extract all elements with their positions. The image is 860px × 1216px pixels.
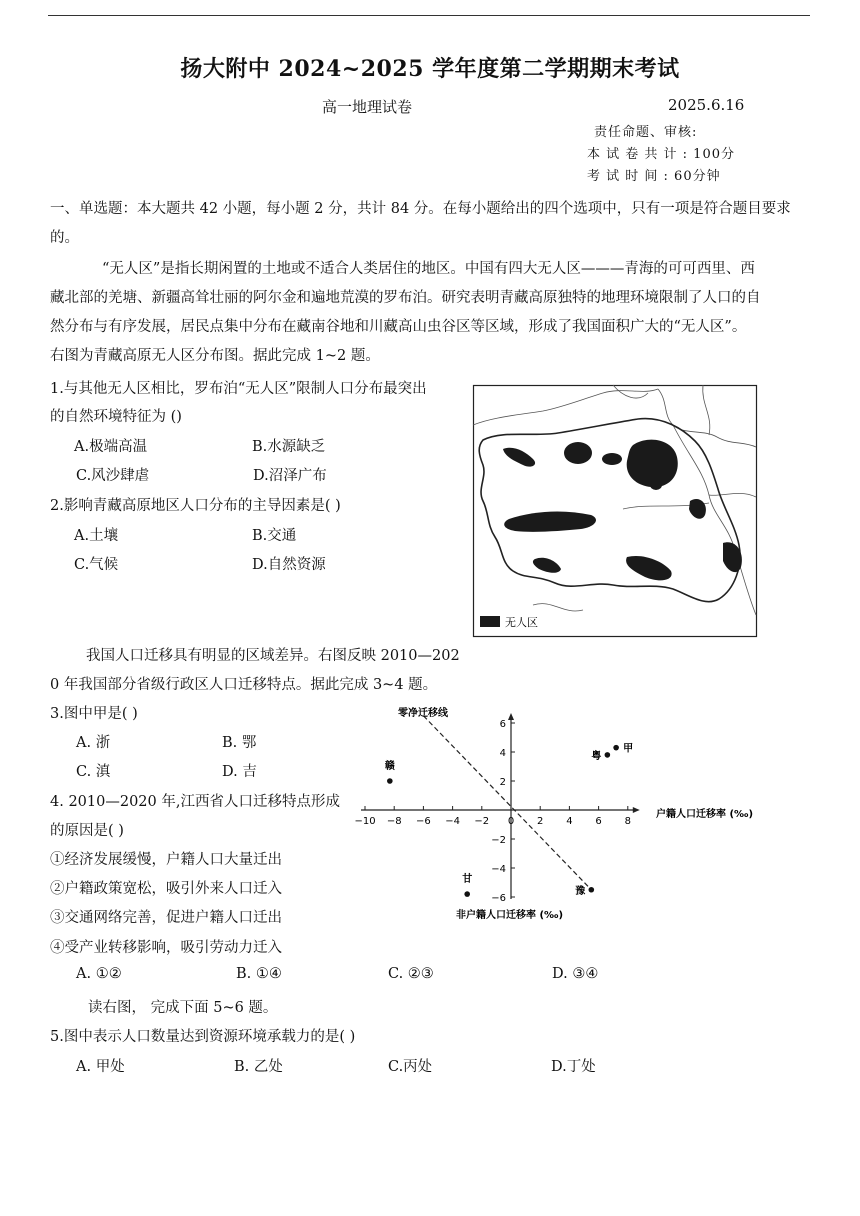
passage1-line3: 然分布与有序发展，居民点集中分布在藏南谷地和川藏高山虫谷区等区域，形成了我国面积广大的“无人区”。	[50, 319, 747, 335]
q4-option-a[interactable]: A. ①②	[76, 966, 122, 982]
exam-time-line: 考 试 时 间 : 60分钟	[587, 169, 721, 184]
x-tick-label: 0	[507, 816, 515, 827]
paper-subject: 高一地理试卷	[322, 98, 413, 116]
exam-date: 2025.6.16	[668, 96, 745, 114]
y-tick-label: 2	[499, 777, 506, 788]
responsible-line: 责任命题、审核:	[594, 125, 698, 140]
q5-option-d[interactable]: D.丁处	[551, 1059, 596, 1075]
q2-option-b[interactable]: B.交通	[252, 528, 297, 544]
q3-option-b[interactable]: B. 鄂	[222, 735, 257, 751]
data-point-label: 赣	[384, 761, 395, 772]
q4-statement-4: ④受产业转移影响，吸引劳动力迁入	[50, 940, 282, 956]
q5-stem: 5.图中表示人口数量达到资源环境承载力的是( )	[50, 1029, 356, 1045]
data-point	[387, 778, 393, 784]
x-tick-label: −4	[445, 816, 460, 827]
q2-option-d[interactable]: D.自然资源	[252, 557, 326, 573]
q3-option-d[interactable]: D. 吉	[222, 764, 257, 780]
legend-label: 无人区	[505, 616, 538, 629]
y-axis-arrow	[508, 713, 514, 720]
y-tick-label: 4	[499, 748, 506, 759]
section-instructions: 一、单选题：本大题共 42 小题，每小题 2 分，共计 84 分。在每小题给出的四个选项中，只有一项是符合题目要求的。	[50, 201, 791, 246]
y-tick-label: 6	[499, 719, 506, 730]
q1-stem-line1: 1.与其他无人区相比，罗布泊“无人区”限制人口分布最突出	[50, 381, 427, 397]
data-point	[464, 891, 470, 897]
data-point	[605, 752, 611, 758]
passage2-line1: 我国人口迁移具有明显的区域差异。右图反映 2010—202	[86, 648, 460, 664]
data-point	[589, 887, 595, 893]
q4-option-c[interactable]: C. ②③	[388, 966, 434, 982]
q1-option-a[interactable]: A.极端高温	[74, 439, 148, 455]
data-point-label: 豫	[575, 885, 586, 897]
q4-option-d[interactable]: D. ③④	[552, 966, 599, 982]
q4-option-b[interactable]: B. ①④	[236, 966, 282, 982]
q4-statement-3: ③交通网络完善，促进户籍人口迁出	[50, 910, 282, 926]
x-tick-label: −10	[354, 816, 376, 827]
top-rule	[48, 15, 810, 16]
q4-stem-line2: 的原因是( )	[50, 823, 124, 839]
y-axis-label: 非户籍人口迁移率 (‰)	[456, 910, 564, 921]
data-point-label: 粤	[591, 750, 602, 762]
data-point-label: 甲	[623, 743, 634, 755]
q1-stem-line2: 的自然环境特征为 ()	[50, 409, 182, 425]
migration-scatter-chart	[354, 700, 780, 926]
passage3-text: 读右图， 完成下面 5~6 题。	[88, 1000, 278, 1016]
no-mans-land-map	[473, 385, 757, 637]
x-tick-label: −8	[386, 816, 402, 827]
q2-option-c[interactable]: C.气候	[74, 557, 119, 573]
passage2-line2: 0 年我国部分省级行政区人口迁移特点。据此完成 3~4 题。	[50, 677, 438, 693]
q5-option-a[interactable]: A. 甲处	[76, 1059, 125, 1075]
x-tick-label: −6	[416, 816, 431, 827]
x-axis-label: 户籍人口迁移率 (‰)	[656, 809, 754, 820]
q3-option-c[interactable]: C. 滇	[76, 764, 111, 780]
x-tick-label: 4	[566, 816, 573, 827]
q1-option-d[interactable]: D.沼泽广布	[253, 468, 327, 484]
data-point	[613, 745, 619, 751]
passage1-line4: 右图为青藏高原无人区分布图。据此完成 1~2 题。	[50, 348, 380, 364]
q4-statement-1: ①经济发展缓慢，户籍人口大量迁出	[50, 852, 282, 868]
y-tick-label: −4	[491, 864, 506, 875]
zero-net-migration-line	[423, 716, 591, 890]
zero-net-line-label: 零净迁移线	[398, 708, 448, 719]
passage1-line2: 藏北部的羌塘、新疆高耸壮丽的阿尔金和遍地荒漠的罗布泊。研究表明青藏高原独特的地理环境限制了人口的自	[50, 290, 761, 306]
total-score-line: 本 试 卷 共 计 : 100分	[587, 147, 735, 162]
q4-stem-line1: 4. 2010—2020 年,江西省人口迁移特点形成	[50, 794, 340, 810]
q1-option-b[interactable]: B.水源缺乏	[252, 439, 326, 455]
x-tick-label: 8	[624, 816, 631, 827]
y-tick-label: −6	[491, 893, 506, 904]
data-point-label: 甘	[462, 874, 473, 886]
legend-swatch	[480, 616, 500, 627]
q2-stem: 2.影响青藏高原地区人口分布的主导因素是( )	[50, 498, 341, 514]
x-axis-arrow	[633, 807, 640, 813]
q2-option-a[interactable]: A.土壤	[74, 528, 119, 544]
x-tick-label: 6	[595, 816, 602, 827]
q3-stem: 3.图中甲是( )	[50, 706, 138, 722]
x-tick-label: 2	[537, 816, 544, 827]
y-tick-label: −2	[491, 835, 506, 846]
x-tick-label: −2	[474, 816, 490, 827]
q1-option-c[interactable]: C.风沙肆虐	[76, 468, 150, 484]
passage1-line1: “无人区”是指长期闲置的土地或不适合人类居住的地区。中国有四大无人区———青海的可可西里、西	[102, 261, 755, 277]
q4-statement-2: ②户籍政策宽松，吸引外来人口迁入	[50, 881, 282, 897]
q3-option-a[interactable]: A. 浙	[76, 735, 111, 751]
q5-option-c[interactable]: C.丙处	[388, 1059, 433, 1075]
q5-option-b[interactable]: B. 乙处	[234, 1059, 283, 1075]
exam-title: 扬大附中 2024~2025 学年度第二学期期末考试	[180, 56, 680, 82]
